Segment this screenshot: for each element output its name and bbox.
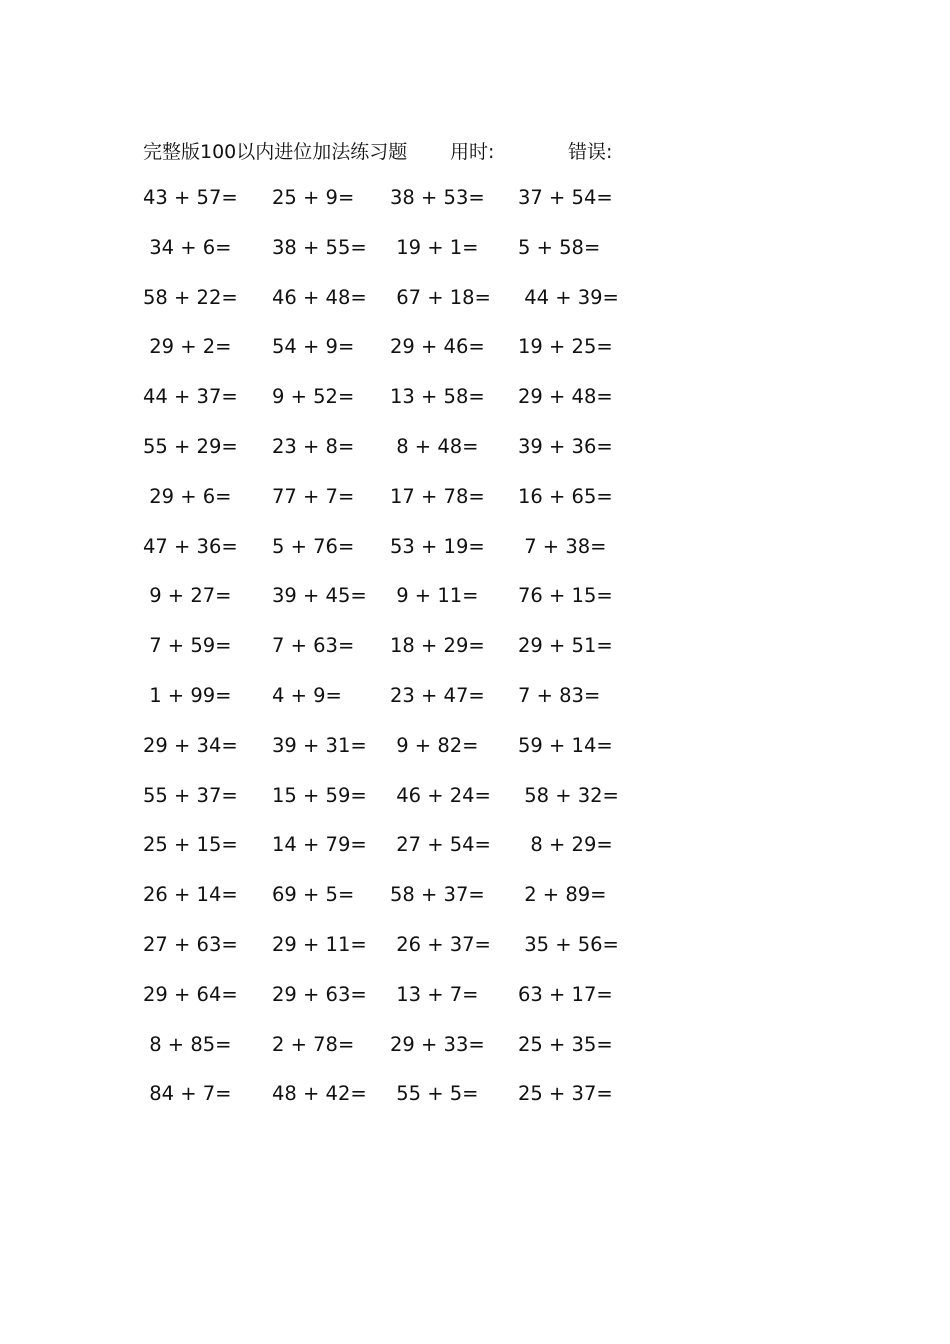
problem-row (0, 535, 950, 585)
problem-item: 38 + 53= (390, 186, 485, 209)
problem-item: 67 + 18= (390, 285, 491, 309)
problem-row (0, 335, 950, 385)
problem-item: 25 + 15= (143, 833, 238, 857)
problem-item: 29 + 34= (143, 733, 238, 757)
problem-item: 43 + 57= (143, 186, 238, 209)
problem-item: 29 + 11= (272, 932, 367, 956)
problem-item: 84 + 7= (143, 1082, 232, 1106)
problem-row (0, 435, 950, 485)
problem-item: 5 + 58= (518, 235, 601, 259)
problem-item: 26 + 14= (143, 883, 238, 907)
problem-row (0, 236, 950, 286)
problem-item: 23 + 8= (272, 434, 355, 458)
problem-item: 63 + 17= (518, 982, 613, 1006)
problem-item: 25 + 37= (518, 1082, 613, 1106)
worksheet-title: 完整版100以内进位加法练习题 (143, 141, 408, 163)
problem-item: 58 + 22= (143, 285, 238, 309)
problem-item: 9 + 27= (143, 584, 232, 608)
problem-item: 26 + 37= (390, 932, 491, 956)
problem-row (0, 1033, 950, 1083)
problem-item: 47 + 36= (143, 534, 238, 558)
problem-row (0, 186, 950, 236)
problem-item: 8 + 29= (518, 833, 613, 857)
problem-item: 58 + 37= (390, 883, 485, 907)
problem-item: 19 + 1= (390, 235, 479, 259)
problem-row (0, 833, 950, 883)
problem-item: 29 + 48= (518, 385, 613, 409)
problem-grid (0, 186, 950, 1132)
problem-item: 48 + 42= (272, 1082, 367, 1106)
problem-item: 53 + 19= (390, 534, 485, 558)
problem-item: 76 + 15= (518, 584, 613, 608)
problem-item: 29 + 64= (143, 982, 238, 1006)
problem-item: 29 + 51= (518, 634, 613, 658)
problem-item: 15 + 59= (272, 783, 367, 807)
problem-row (0, 584, 950, 634)
problem-item: 29 + 33= (390, 1032, 485, 1056)
problem-item: 29 + 63= (272, 982, 367, 1006)
problem-item: 55 + 5= (390, 1082, 479, 1106)
problem-item: 37 + 54= (518, 186, 613, 209)
problem-item: 7 + 59= (143, 634, 232, 658)
problem-item: 4 + 9= (272, 683, 342, 707)
problem-item: 27 + 63= (143, 932, 238, 956)
problem-row (0, 385, 950, 435)
problem-item: 25 + 35= (518, 1032, 613, 1056)
problem-item: 34 + 6= (143, 235, 232, 259)
problem-item: 7 + 63= (272, 634, 355, 658)
problem-item: 18 + 29= (390, 634, 485, 658)
problem-item: 14 + 79= (272, 833, 367, 857)
problem-item: 39 + 31= (272, 733, 367, 757)
problem-item: 38 + 55= (272, 235, 367, 259)
problem-item: 77 + 7= (272, 484, 355, 508)
problem-item: 8 + 48= (390, 434, 479, 458)
problem-item: 7 + 83= (518, 683, 601, 707)
problem-item: 54 + 9= (272, 335, 355, 359)
problem-item: 59 + 14= (518, 733, 613, 757)
problem-item: 13 + 58= (390, 385, 485, 409)
problem-item: 8 + 85= (143, 1032, 232, 1056)
problem-item: 55 + 29= (143, 434, 238, 458)
problem-row (0, 684, 950, 734)
problem-item: 55 + 37= (143, 783, 238, 807)
problem-row (0, 485, 950, 535)
problem-item: 35 + 56= (518, 932, 619, 956)
problem-row (0, 1082, 950, 1132)
problem-item: 9 + 52= (272, 385, 355, 409)
problem-item: 29 + 46= (390, 335, 485, 359)
problem-row (0, 784, 950, 834)
error-count-label: 错误: (568, 141, 613, 163)
problem-item: 17 + 78= (390, 484, 485, 508)
problem-item: 2 + 89= (518, 883, 607, 907)
problem-item: 7 + 38= (518, 534, 607, 558)
problem-item: 9 + 82= (390, 733, 479, 757)
problem-item: 44 + 37= (143, 385, 238, 409)
problem-item: 69 + 5= (272, 883, 355, 907)
problem-item: 27 + 54= (390, 833, 491, 857)
problem-row (0, 634, 950, 684)
problem-item: 29 + 2= (143, 335, 232, 359)
problem-row (0, 983, 950, 1033)
time-used-label: 用时: (450, 141, 495, 163)
problem-item: 13 + 7= (390, 982, 479, 1006)
problem-item: 2 + 78= (272, 1032, 355, 1056)
problem-row (0, 933, 950, 983)
worksheet-header (0, 137, 950, 165)
problem-row (0, 286, 950, 336)
problem-item: 23 + 47= (390, 683, 485, 707)
problem-row (0, 734, 950, 784)
problem-item: 19 + 25= (518, 335, 613, 359)
problem-item: 46 + 24= (390, 783, 491, 807)
problem-item: 9 + 11= (390, 584, 479, 608)
problem-item: 16 + 65= (518, 484, 613, 508)
problem-item: 58 + 32= (518, 783, 619, 807)
problem-item: 39 + 45= (272, 584, 367, 608)
problem-item: 44 + 39= (518, 285, 619, 309)
problem-item: 29 + 6= (143, 484, 232, 508)
problem-item: 5 + 76= (272, 534, 355, 558)
problem-item: 39 + 36= (518, 434, 613, 458)
problem-item: 25 + 9= (272, 186, 355, 209)
problem-item: 46 + 48= (272, 285, 367, 309)
problem-item: 1 + 99= (143, 683, 232, 707)
problem-row (0, 883, 950, 933)
